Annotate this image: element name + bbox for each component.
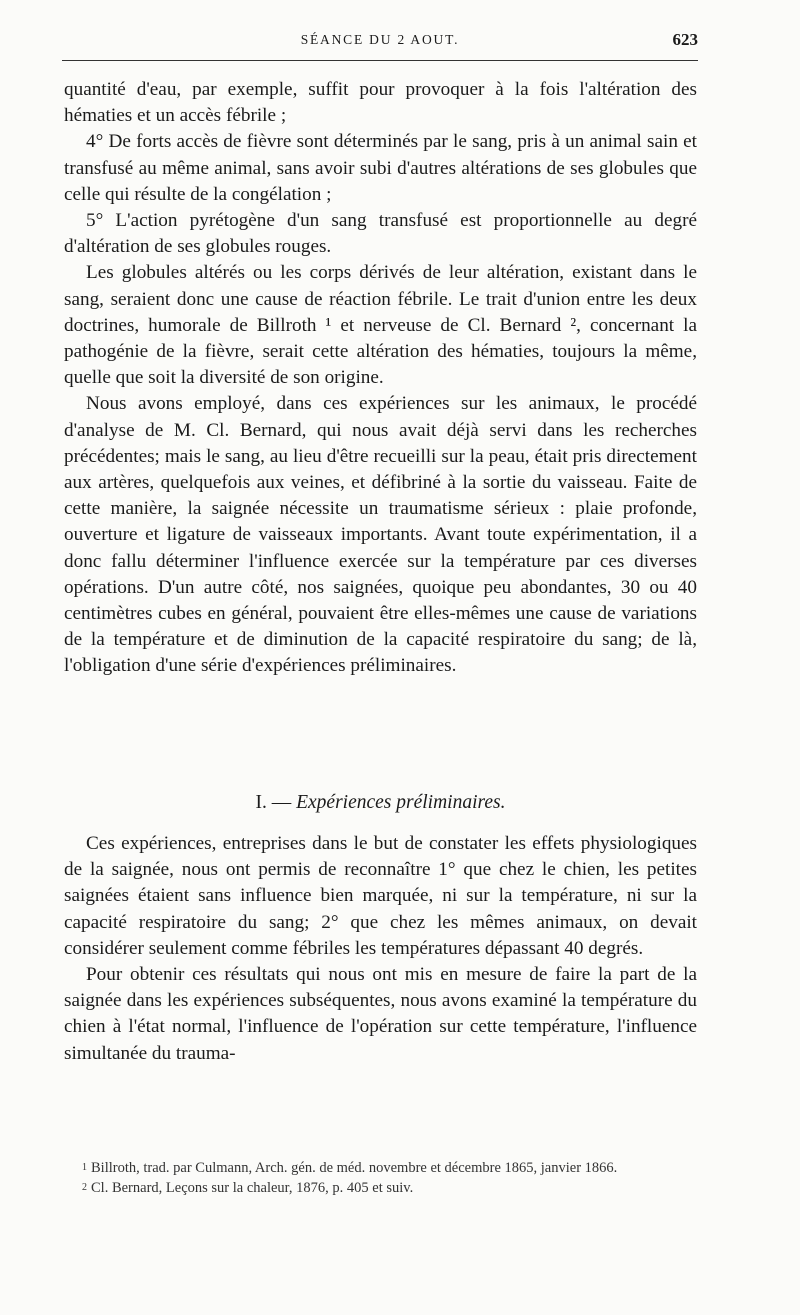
running-header [62, 22, 698, 62]
section-heading [64, 792, 697, 814]
footnote-text: Billroth, trad. par Culmann, Arch. gén. de méd. novembre et décembre 1865, janvier 1866. [91, 1160, 618, 1176]
paragraph: Pour obtenir ces résultats qui nous ont mis en mesure de faire la part de la saignée dans les expériences subséquentes, nous avons examiné la température du chien à l'état normal, l'influence de l'opération sur cette température, l'influence simultanée du trauma- [64, 964, 697, 1064]
footnote [64, 1178, 697, 1198]
footnote [64, 1158, 697, 1178]
header-rule [62, 60, 698, 61]
paragraph: quantité d'eau, par exemple, suffit pour provoquer à la fois l'altération des hématies et un accès fébrile ; [64, 79, 697, 127]
footnote-mark: 2 [82, 1182, 87, 1193]
paragraph: Ces expériences, entreprises dans le but de constater les effets physiologiques de la saignée, nous ont permis de reconnaître 1° que chez le chien, les petites saignées étaient sans influence bien marquée, ni sur la température, ni sur la capacité respiratoire du sang; 2° que chez les mêmes animaux, on devait considérer seulement comme fébriles les températures dépassant 40 degrés. [64, 833, 697, 959]
body-text-top [64, 77, 697, 680]
footnotes [64, 1158, 697, 1198]
section-number: I. — [255, 792, 292, 813]
paragraph: 4° De forts accès de fièvre sont déterminés par le sang, pris à un animal sain et transfusé au même animal, sans avoir subi d'autres altérations de ses globules que celle qui résulte de la congélation ; [64, 131, 697, 205]
running-title: SÉANCE DU 2 AOUT. [300, 32, 460, 47]
paragraph: Les globules altérés ou les corps dérivés de leur altération, existant dans le sang, seraient donc une cause de réaction fébrile. Le trait d'union entre les deux doctrines, humorale de Billroth ¹ et nerveuse de Cl. Bernard ², concernant la pathogénie de la fièvre, serait cette altération des hématies, toujours la même, quelle que soit la diversité de son origine. [64, 262, 697, 389]
paragraph: 5° L'action pyrétogène d'un sang transfusé est proportionnelle au degré d'altération de ses globules rouges. [64, 210, 697, 258]
page-number: 623 [672, 30, 698, 49]
body-text-bottom [64, 831, 697, 1067]
paragraph: Nous avons employé, dans ces expériences sur les animaux, le procédé d'analyse de M. Cl. Bernard, qui nous avait déjà servi dans les recherches précédentes; mais le sang, au lieu d'être recueilli sur la peau, était pris directement aux artères, quelquefois aux veines, et défibriné à la sortie du vaisseau. Faite de cette manière, la saignée nécessite un traumatisme sérieux : plaie profonde, ouverture et ligature de vaisseaux importants. Avant toute expérimentation, il a donc fallu déterminer l'influence exercée sur la température par ces diverses opérations. D'un autre côté, nos saignées, quoique peu abondantes, 30 ou 40 centimètres cubes en général, pouvaient être elles-mêmes une cause de variations de la température et de diminution de la capacité respiratoire du sang; de là, l'obligation d'une série d'expériences préliminaires. [64, 393, 697, 677]
section-title: Expériences préliminaires. [296, 792, 506, 813]
footnote-mark: 1 [82, 1162, 87, 1173]
footnote-text: Cl. Bernard, Leçons sur la chaleur, 1876, p. 405 et suiv. [91, 1180, 414, 1196]
